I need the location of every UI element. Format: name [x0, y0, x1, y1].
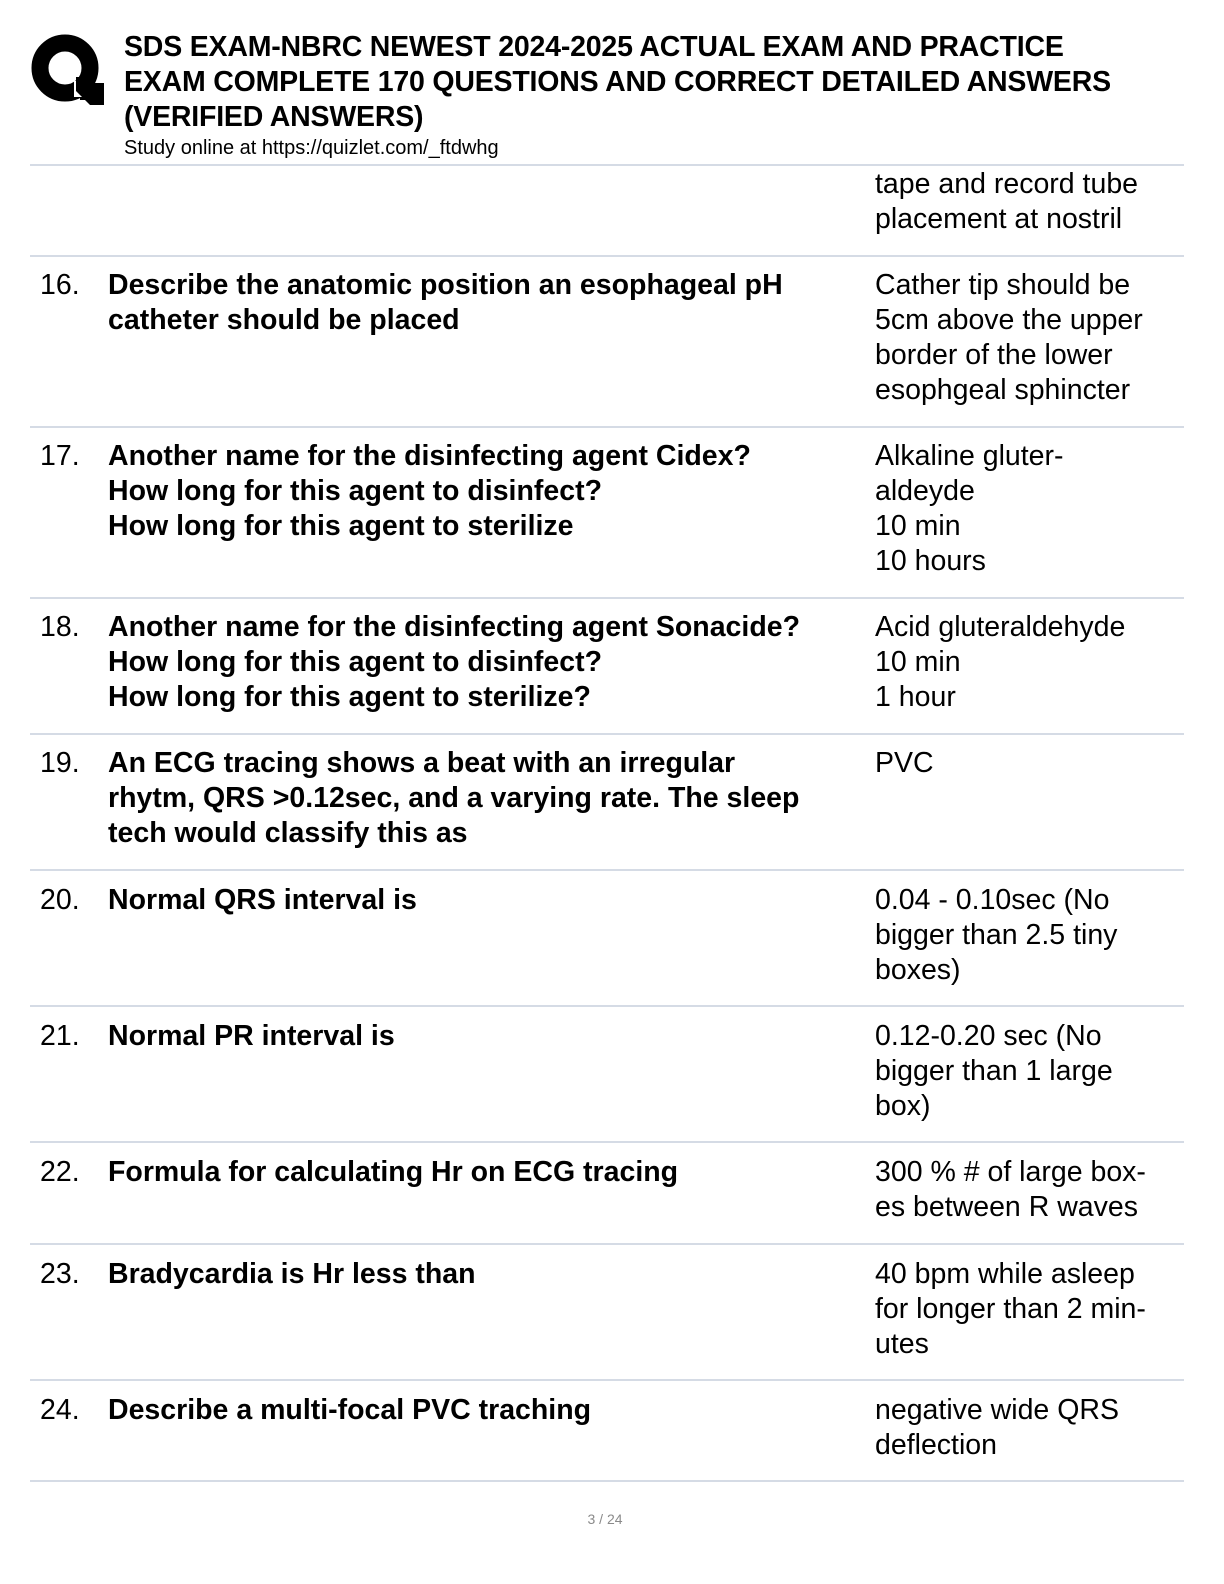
title-line: (VERIFIED ANSWERS)	[124, 101, 424, 133]
answer-line: 5cm above the upper	[875, 304, 1143, 336]
divider	[30, 597, 1184, 599]
card-answer	[875, 1393, 1180, 1463]
answer-line: aldeyde	[875, 475, 975, 507]
answer-line: 40 bpm while asleep	[875, 1258, 1135, 1290]
answer-line: boxes)	[875, 954, 961, 986]
card-question	[108, 268, 878, 338]
card-number: 22.	[40, 1156, 80, 1188]
divider	[30, 426, 1184, 428]
answer-line: utes	[875, 1328, 929, 1360]
question-line: Another name for the disinfecting agent Sonacide?	[108, 611, 800, 643]
document-title	[124, 30, 1224, 135]
question-line: catheter should be placed	[108, 304, 460, 336]
question-line: How long for this agent to sterilize	[108, 510, 574, 542]
title-line: EXAM COMPLETE 170 QUESTIONS AND CORRECT DETAILED ANSWERS	[124, 66, 1111, 98]
answer-line: Cather tip should be	[875, 269, 1131, 301]
answer-line: es between R waves	[875, 1191, 1138, 1223]
question-line: Describe the anatomic position an esophageal pH	[108, 269, 783, 301]
answer-line: placement at nostril	[875, 203, 1123, 235]
question-line: Another name for the disinfecting agent Cidex?	[108, 440, 751, 472]
card-question	[108, 610, 878, 715]
divider	[30, 1243, 1184, 1245]
card-question	[108, 1019, 878, 1054]
question-line: Normal PR interval is	[108, 1020, 395, 1052]
card-number: 23.	[40, 1258, 80, 1290]
divider	[30, 1480, 1184, 1482]
question-line: tech would classify this as	[108, 817, 468, 849]
question-line: How long for this agent to sterilize?	[108, 681, 591, 713]
divider	[30, 1005, 1184, 1007]
divider	[30, 164, 1184, 166]
card-number: 21.	[40, 1020, 80, 1052]
card-question	[108, 746, 878, 851]
answer-line: bigger than 1 large	[875, 1055, 1113, 1087]
card-answer	[875, 439, 1180, 579]
answer-line: Alkaline gluter-	[875, 440, 1064, 472]
card-answer	[875, 1257, 1180, 1362]
divider	[30, 869, 1184, 871]
question-line: Describe a multi-focal PVC traching	[108, 1394, 592, 1426]
question-line: Formula for calculating Hr on ECG tracing	[108, 1156, 679, 1188]
card-number: 18.	[40, 611, 80, 643]
card-answer	[875, 746, 1180, 781]
answer-line: 0.04 - 0.10sec (No	[875, 884, 1110, 916]
answer-line: 10 min	[875, 646, 961, 678]
card-question	[108, 1257, 878, 1292]
card-answer	[875, 610, 1180, 715]
card-number: 16.	[40, 269, 80, 301]
divider	[30, 255, 1184, 257]
answer-line: border of the lower	[875, 339, 1113, 371]
answer-line: 10 min	[875, 510, 961, 542]
answer-line: 0.12-0.20 sec (No	[875, 1020, 1102, 1052]
card-question	[108, 883, 878, 918]
card-answer	[875, 268, 1180, 408]
card-answer	[875, 167, 1180, 237]
question-line: rhytm, QRS >0.12sec, and a varying rate. The sleep	[108, 782, 800, 814]
question-line: An ECG tracing shows a beat with an irregular	[108, 747, 736, 779]
answer-line: tape and record tube	[875, 168, 1139, 200]
card-question	[108, 1393, 878, 1428]
quizlet-logo-icon	[30, 33, 104, 107]
card-number: 20.	[40, 884, 80, 916]
question-line: Bradycardia is Hr less than	[108, 1258, 476, 1290]
answer-line: box)	[875, 1090, 931, 1122]
divider	[30, 1379, 1184, 1381]
title-line: SDS EXAM-NBRC NEWEST 2024-2025 ACTUAL EXAM AND PRACTICE	[124, 31, 1064, 63]
question-line: How long for this agent to disinfect?	[108, 646, 602, 678]
study-link[interactable]: Study online at https://quizlet.com/_ftdwhg	[124, 137, 499, 159]
answer-line: 300 % # of large box-	[875, 1156, 1146, 1188]
answer-line: for longer than 2 min-	[875, 1293, 1146, 1325]
answer-line: negative wide QRS	[875, 1394, 1119, 1426]
answer-line: 1 hour	[875, 681, 956, 713]
card-number: 17.	[40, 440, 80, 472]
page-number: 3 / 24	[587, 1511, 623, 1527]
answer-line: esophgeal sphincter	[875, 374, 1131, 406]
divider	[30, 733, 1184, 735]
card-answer	[875, 1019, 1180, 1124]
answer-line: deflection	[875, 1429, 998, 1461]
card-number: 19.	[40, 747, 80, 779]
answer-line: PVC	[875, 747, 934, 779]
answer-line: 10 hours	[875, 545, 986, 577]
card-question	[108, 1155, 878, 1190]
card-question	[108, 439, 878, 544]
divider	[30, 1141, 1184, 1143]
answer-line: Acid gluteraldehyde	[875, 611, 1126, 643]
question-line: Normal QRS interval is	[108, 884, 417, 916]
answer-line: bigger than 2.5 tiny	[875, 919, 1118, 951]
question-line: How long for this agent to disinfect?	[108, 475, 602, 507]
card-answer	[875, 883, 1180, 988]
card-number: 24.	[40, 1394, 80, 1426]
card-answer	[875, 1155, 1180, 1225]
